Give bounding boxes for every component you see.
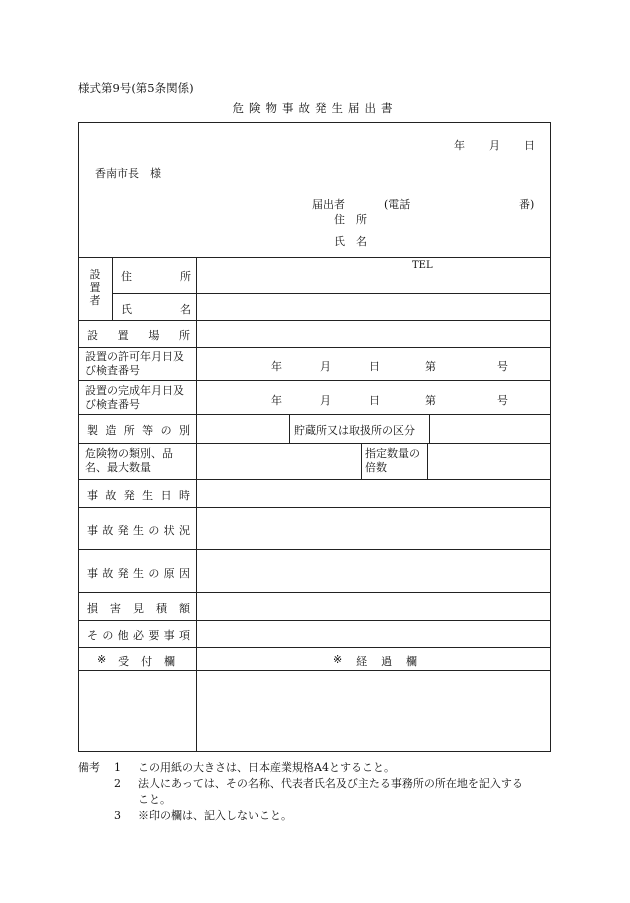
progress-label: ※ 経 過 欄: [333, 653, 417, 668]
completion-day-label: 日: [369, 394, 380, 407]
notifier-name-label: 氏 名: [334, 235, 367, 248]
remark-item: [78, 760, 523, 776]
datetime-label: 事 故 発 生 日 時: [87, 489, 190, 502]
other-label: そ の 他 必 要 事 項: [87, 629, 190, 642]
rule-hazmat-bottom: [79, 479, 550, 480]
storage-class-label: 貯蔵所又は取扱所の区分: [294, 424, 415, 437]
remark-item: [78, 808, 523, 824]
completion-month-label: 月: [320, 394, 331, 407]
remark-text: ※印の欄は、記入しないこと。: [138, 809, 292, 822]
remark-number: 1: [114, 761, 121, 774]
rule-situation-bottom: [79, 549, 550, 550]
rule-permit-bottom: [79, 380, 550, 381]
remark-number: 3: [114, 809, 121, 822]
permit-year-label: 年: [271, 360, 282, 373]
installer-address-label: 住 所: [121, 270, 191, 283]
cause-label: 事 故 発 生 の 原 因: [87, 567, 190, 580]
remark-item: [78, 792, 523, 808]
rule-installer-group-right: [112, 257, 113, 320]
notifier-label: 届出者: [312, 198, 345, 211]
remarks: [78, 760, 523, 824]
completion-label: 設置の完成年月日及び検査番号: [85, 384, 184, 411]
rule-installer-bottom: [79, 320, 550, 321]
reception-label: ※ 受 付 欄: [97, 653, 175, 668]
remark-text: こと。: [138, 793, 171, 806]
remark-text: 法人にあっては、その名称、代表者氏名及び主たる事務所の所在地を記入する: [138, 777, 523, 790]
remark-item: [78, 776, 523, 792]
installer-tel-label: TEL: [412, 260, 433, 271]
completion-year-label: 年: [271, 394, 282, 407]
form-sheet: [78, 122, 551, 752]
phone-open-label: (電話: [384, 198, 411, 211]
rule-facility-split: [289, 414, 290, 443]
permit-day-label: 日: [369, 360, 380, 373]
rule-multiple-split: [427, 443, 428, 479]
situation-label: 事 故 発 生 の 状 況: [87, 524, 190, 537]
addressee: 香南市長 様: [95, 167, 161, 180]
rule-cause-bottom: [79, 592, 550, 593]
rule-facility-bottom: [79, 443, 550, 444]
remark-number: [114, 792, 128, 808]
damage-label: 損 害 見 積 額: [87, 602, 190, 615]
rule-installer-mid: [112, 293, 550, 294]
permit-label: 設置の許可年月日及び検査番号: [85, 350, 184, 377]
phone-close-label: 番): [519, 198, 535, 211]
document-title: 危険物事故発生届出書: [232, 101, 398, 115]
permit-month-label: 月: [320, 360, 331, 373]
form-number-label: 様式第9号(第5条関係): [78, 81, 194, 95]
location-label: 設 置 場 所: [87, 329, 190, 342]
rule-hazmat-split: [361, 443, 362, 479]
rule-reception-header-bottom: [79, 670, 550, 671]
remark-number: 2: [114, 777, 121, 790]
completion-number-suffix: 号: [497, 394, 508, 407]
installer-name-label: 氏 名: [121, 303, 191, 316]
facility-type-label: 製 造 所 等 の 別: [87, 424, 190, 437]
notifier-address-label: 住 所: [334, 213, 367, 226]
remark-text: この用紙の大きさは、日本産業規格A4とすること。: [138, 761, 395, 774]
rule-location-bottom: [79, 347, 550, 348]
rule-storage-split: [429, 414, 430, 443]
hazmat-label: 危険物の類別、品名、最大数量: [85, 447, 173, 474]
rule-header-bottom: [79, 257, 550, 258]
date-month-label: 月: [489, 139, 500, 152]
remarks-heading: 備考: [78, 761, 100, 774]
date-year-label: 年: [454, 139, 465, 152]
installer-group-label: 設置者: [89, 268, 101, 307]
rule-damage-bottom: [79, 620, 550, 621]
rule-completion-bottom: [79, 414, 550, 415]
rule-datetime-bottom: [79, 507, 550, 508]
permit-number-prefix: 第: [425, 360, 436, 373]
completion-number-prefix: 第: [425, 394, 436, 407]
rule-other-bottom: [79, 647, 550, 648]
rule-label-column-right: [196, 257, 197, 751]
date-day-label: 日: [524, 139, 535, 152]
permit-number-suffix: 号: [497, 360, 508, 373]
multiple-label: 指定数量の倍数: [365, 447, 420, 474]
